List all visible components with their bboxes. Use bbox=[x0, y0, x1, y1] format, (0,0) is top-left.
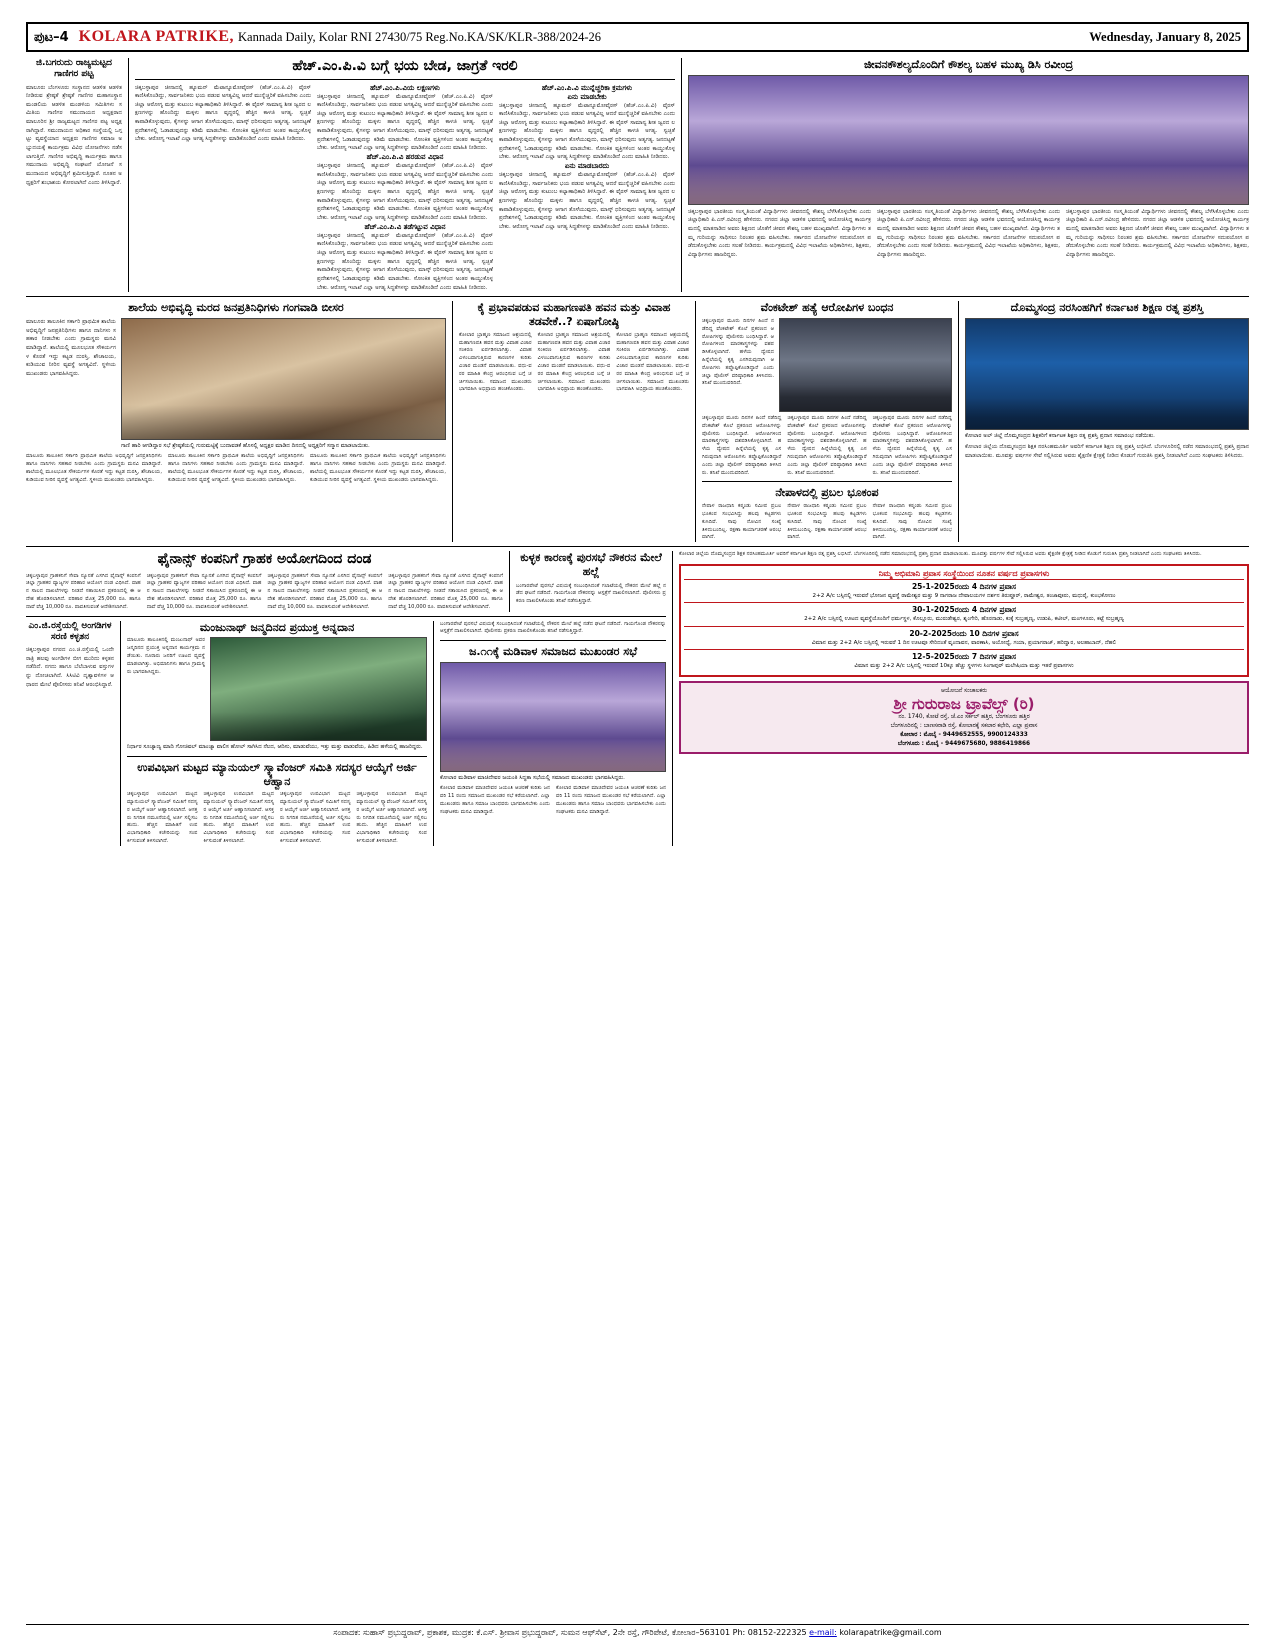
travel-address: ನಂ. 1740, ಕೋಟೆ ರಸ್ತೆ, ಜೆ.ಎಂ ಸರ್ಕಲ್ ಹತ್ತಿರ, ಬೆಂಗಳೂರು ಹತ್ತಿರ bbox=[898, 714, 1030, 721]
tour-details: 2+2 A/c ಬಸ್ಸಿನಲ್ಲಿ ಊಟದ ವ್ಯವಸ್ಥೆಯೊಂದಿಗೆ ಧರ್ಮಸ್ಥಳ, ಕೊಲ್ಲೂರು, ಮುರುಡೇಶ್ವರ, ಶೃಂಗೇರಿ, ಹೊರನಾಡು, ಕುಕ್ಕೆ ಸುಬ್ರಹ್ಮಣ್ಯ, ಉಡುಪಿ, ಕಟೀಲ್, ಮಂಗಳೂರು, ಕಟ್ಟೆ ಸುಬ್ರಹ್ಮಣ್ಯ bbox=[804, 616, 1124, 623]
article-theft bbox=[26, 621, 114, 846]
article-award-photo bbox=[965, 318, 1249, 430]
article-finance-body-3: ಚಿಕ್ಕಬಳ್ಳಾಪುರ ಗ್ರಾಹಕನಿಗೆ ಸೇವಾ ನ್ಯೂನತೆ ಎಸಗಿದ ಫೈನಾನ್ಸ್ ಕಂಪನಿಗೆ ಜಿಲ್ಲಾ ಗ್ರಾಹಕರ ವ್ಯಾಜ್ಯಗಳ ಪರಿಹಾರ ಆಯೋಗ ದಂಡ ವಿಧಿಸಿದೆ. ವಾಹನ ಸಾಲದ ದಾಖಲೆಗಳನ್ನು ನೀಡದೆ ಸತಾಯಿಸಿದ ಪ್ರಕರಣದಲ್ಲಿ ಈ ಆದೇಶ ಹೊರಡಿಸಲಾಗಿದೆ. ಪರಿಹಾರ ಮೊತ್ತ 25,000 ರೂ. ಹಾಗೂ ದಾವೆ ವೆಚ್ಚ 10,000 ರೂ. ಪಾವತಿಸುವಂತೆ ಆದೇಶಿಸಲಾಗಿದೆ. bbox=[267, 572, 383, 610]
article-school-caption: ಗಾಣಿ ಹಾರಿ ಆಗಡಿದ್ದಾರ ಸಭೆ ಶ್ರೇಷ್ಠತೆಯಲ್ಲಿ ಗುರುಮಟ್ಟಿಕ್ಕೆ ಬುದಾವಡಕೆ ಹೊಸಲ್ಲಿ ಅಧ್ಯಕ್ಷರ ಮಾಡಿದ ದಿನದಲ್ಲಿ ಅಧ್ಯಕ್ಷರಿಗೆ ಸನ್ಮಾನ ಮಾಡಲಾಯಿತು. bbox=[121, 443, 370, 450]
article-finance-body-2: ಚಿಕ್ಕಬಳ್ಳಾಪುರ ಗ್ರಾಹಕನಿಗೆ ಸೇವಾ ನ್ಯೂನತೆ ಎಸಗಿದ ಫೈನಾನ್ಸ್ ಕಂಪನಿಗೆ ಜಿಲ್ಲಾ ಗ್ರಾಹಕರ ವ್ಯಾಜ್ಯಗಳ ಪರಿಹಾರ ಆಯೋಗ ದಂಡ ವಿಧಿಸಿದೆ. ವಾಹನ ಸಾಲದ ದಾಖಲೆಗಳನ್ನು ನೀಡದೆ ಸತಾಯಿಸಿದ ಪ್ರಕರಣದಲ್ಲಿ ಈ ಆದೇಶ ಹೊರಡಿಸಲಾಗಿದೆ. ಪರಿಹಾರ ಮೊತ್ತ 25,000 ರೂ. ಹಾಗೂ ದಾವೆ ವೆಚ್ಚ 10,000 ರೂ. ಪಾವತಿಸುವಂತೆ ಆದೇಶಿಸಲಾಗಿದೆ. bbox=[146, 572, 262, 610]
article-scavenger-body-3: ಚಿಕ್ಕಬಳ್ಳಾಪುರ ಉಪವಿಭಾಗ ಮಟ್ಟದ ಮ್ಯಾನುಯಲ್ ಸ್ಕ್ಯಾವೆಂಜರ್ ಸಮಿತಿಗೆ ಸದಸ್ಯರ ಆಯ್ಕೆಗೆ ಅರ್ಜಿ ಆಹ್ವಾನಿಸಲಾಗಿದೆ. ಆಸಕ್ತರು ನಿಗದಿತ ನಮೂನೆಯಲ್ಲಿ ಅರ್ಜಿ ಸಲ್ಲಿಸಬಹುದು. ಹೆಚ್ಚಿನ ಮಾಹಿತಿಗೆ ಉಪವಿಭಾಗಾಧಿಕಾರಿ ಕಚೇರಿಯನ್ನು ಸಂಪರ್ಕಿಸುವಂತೆ ತಿಳಿಸಲಾಗಿದೆ. bbox=[280, 791, 351, 845]
tour-date: 30-1-2025ರಂದು 4 ದಿನಗಳ ಪ್ರವಾಸ bbox=[911, 605, 1017, 615]
article-school-photo bbox=[121, 318, 446, 440]
tour-advert-row[interactable] bbox=[684, 579, 1244, 602]
article-quake-body-2: ನೇಪಾಳ ರಾಜಧಾನಿ ಕಠ್ಮಂಡು ಸಮೀಪ ಪ್ರಬಲ ಭೂಕಂಪ ಸಂಭವಿಸಿದ್ದು ಹಲವು ಕಟ್ಟಡಗಳು ಕುಸಿದಿವೆ. ಸಾವು ನೋವಿನ ಸಂಖ್ಯೆ ತಿಳಿದುಬಂದಿಲ್ಲ. ರಕ್ಷಣಾ ಕಾರ್ಯಾಚರಣೆ ಆರಂಭವಾಗಿದೆ. bbox=[787, 503, 867, 541]
article-scavenger-body-4: ಚಿಕ್ಕಬಳ್ಳಾಪುರ ಉಪವಿಭಾಗ ಮಟ್ಟದ ಮ್ಯಾನುಯಲ್ ಸ್ಕ್ಯಾವೆಂಜರ್ ಸಮಿತಿಗೆ ಸದಸ್ಯರ ಆಯ್ಕೆಗೆ ಅರ್ಜಿ ಆಹ್ವಾನಿಸಲಾಗಿದೆ. ಆಸಕ್ತರು ನಿಗದಿತ ನಮೂನೆಯಲ್ಲಿ ಅರ್ಜಿ ಸಲ್ಲಿಸಬಹುದು. ಹೆಚ್ಚಿನ ಮಾಹಿತಿಗೆ ಉಪವಿಭಾಗಾಧಿಕಾರಿ ಕಚೇರಿಯನ್ನು ಸಂಪರ್ಕಿಸುವಂತೆ ತಿಳಿಸಲಾಗಿದೆ. bbox=[356, 791, 427, 845]
article-madivala bbox=[440, 621, 666, 846]
article-hmpv-sub-4: ಹೆಚ್.ಎಂ.ಪಿ.ವಿ ಮುನ್ನೆಚ್ಚರಿಕಾ ಕ್ರಮಗಳು bbox=[541, 83, 633, 92]
article-murder-body-3: ಚಿಕ್ಕಬಳ್ಳಾಪುರ ಮೂರು ದಿನಗಳ ಹಿಂದೆ ನಡೆದಿದ್ದ ವೆಂಕಟೇಶ್ ಕೊಲೆ ಪ್ರಕರಣದ ಆರೋಪಿಗಳನ್ನು ಪೊಲೀಸರು ಬಂಧಿಸಿದ್ದಾರೆ. ಆರೋಪಿಗಳಿಂದ ಮಾರಕಾಸ್ತ್ರಗಳನ್ನು ವಶಪಡಿಸಿಕೊಳ್ಳಲಾಗಿದೆ. ಹಳೆಯ ದ್ವೇಷದ ಹಿನ್ನೆಲೆಯಲ್ಲಿ ಕೃತ್ಯ ಎಸಗಿರುವುದಾಗಿ ಆರೋಪಿಗಳು ತಪ್ಪೊಪ್ಪಿಕೊಂಡಿದ್ದಾರೆ ಎಂದು ಜಿಲ್ಲಾ ಪೊಲೀಸ್ ವರಿಷ್ಠಾಧಿಕಾರಿ ತಿಳಿಸಿದರು. ತನಿಖೆ ಮುಂದುವರಿದಿದೆ. bbox=[787, 415, 867, 476]
article-hmpv-body-6: ಚಿಕ್ಕಬಳ್ಳಾಪುರ ಚೀನಾದಲ್ಲಿ ಹ್ಯೂಮನ್ ಮೆಟಾನ್ಯೂಮೋವೈರಸ್ (ಹೆಚ್.ಎಂ.ಪಿ.ವಿ) ವೈರಸ್ ಕಾಣಿಸಿಕೊಂಡಿದ್ದು, ಸಾರ್ವಜನಿಕರು ಭಯ ಪಡುವ ಅಗತ್ಯವಿಲ್ಲ ಆದರೆ ಮುನ್ನೆಚ್ಚರಿಕೆ ವಹಿಸಬೇಕು ಎಂದು ಜಿಲ್ಲಾ ಆರೋಗ್ಯ ಮತ್ತು ಕುಟುಂಬ ಕಲ್ಯಾಣಾಧಿಕಾರಿ ತಿಳಿಸಿದ್ದಾರೆ. ಈ ವೈರಸ್ ಸಾಮಾನ್ಯ ಶೀತ ಜ್ವರದ ಲಕ್ಷಣಗಳನ್ನು ಹೊಂದಿದ್ದು ಮಕ್ಕಳು ಹಾಗೂ ವೃದ್ಧರಲ್ಲಿ ಹೆಚ್ಚಿನ ಕಾಳಜಿ ಅಗತ್ಯ. ಸ್ವಚ್ಛತೆ ಕಾಪಾಡಿಕೊಳ್ಳುವುದು, ಕೈಗಳನ್ನು ಆಗಾಗ ತೊಳೆಯುವುದು, ಮಾಸ್ಕ್ ಧರಿಸುವುದು ಅತ್ಯಗತ್ಯ. ಜನದಟ್ಟಣೆ ಪ್ರದೇಶಗಳಲ್ಲಿ ಓಡಾಡುವುದನ್ನು ಕಡಿಮೆ ಮಾಡಬೇಕು. ಸೋಂಕಿತ ವ್ಯಕ್ತಿಗಳಿಂದ ಅಂತರ ಕಾಯ್ದುಕೊಳ್ಳಬೇಕು. ಆರೋಗ್ಯ ಇಲಾಖೆ ಎಲ್ಲಾ ಅಗತ್ಯ ಸಿದ್ಧತೆಗಳನ್ನು ಮಾಡಿಕೊಂಡಿದೆ ಎಂದು ಮಾಹಿತಿ ನೀಡಿದರು. bbox=[499, 172, 675, 231]
article-murder-body-4: ಚಿಕ್ಕಬಳ್ಳಾಪುರ ಮೂರು ದಿನಗಳ ಹಿಂದೆ ನಡೆದಿದ್ದ ವೆಂಕಟೇಶ್ ಕೊಲೆ ಪ್ರಕರಣದ ಆರೋಪಿಗಳನ್ನು ಪೊಲೀಸರು ಬಂಧಿಸಿದ್ದಾರೆ. ಆರೋಪಿಗಳಿಂದ ಮಾರಕಾಸ್ತ್ರಗಳನ್ನು ವಶಪಡಿಸಿಕೊಳ್ಳಲಾಗಿದೆ. ಹಳೆಯ ದ್ವೇಷದ ಹಿನ್ನೆಲೆಯಲ್ಲಿ ಕೃತ್ಯ ಎಸಗಿರುವುದಾಗಿ ಆರೋಪಿಗಳು ತಪ್ಪೊಪ್ಪಿಕೊಂಡಿದ್ದಾರೆ ಎಂದು ಜಿಲ್ಲಾ ಪೊಲೀಸ್ ವರಿಷ್ಠಾಧಿಕಾರಿ ತಿಳಿಸಿದರು. ತನಿಖೆ ಮುಂದುವರಿದಿದೆ. bbox=[872, 415, 952, 476]
page-footer bbox=[26, 1624, 1249, 1638]
article-annadana-body-1: ಮಾಲೂರು ತಾಲೂಕಿನಲ್ಲಿ ಮಂಜುನಾಥ್ ಅವರ ಜನ್ಮದಿನದ ಪ್ರಯುಕ್ತ ಅನ್ನದಾನ ಕಾರ್ಯಕ್ರಮ ನಡೆಯಿತು. ನೂರಾರು ಜನರಿಗೆ ಊಟದ ವ್ಯವಸ್ಥೆ ಮಾಡಲಾಗಿತ್ತು. ಅಭಿಮಾನಿಗಳು ಹಾಗೂ ಗ್ರಾಮಸ್ಥರು ಭಾಗವಹಿಸಿದ್ದರು. bbox=[127, 637, 205, 675]
row-3 bbox=[26, 551, 1249, 846]
article-ganapati-body-1: ಕೋಲಾರ ಬ್ರಾಹ್ಮಣ ಸಮಾಜದ ಆಶ್ರಯದಲ್ಲಿ ಮಹಾಗಣಪತಿ ಹವನ ಮತ್ತು ವಿವಾಹ ವಿಚಾರ ಸಂಕಿರಣ ಏರ್ಪಡಿಸಲಾಗಿತ್ತು. ವಿವಾಹ ವಿಳಂಬವಾಗುತ್ತಿರುವ ಕಾರಣಗಳ ಕುರಿತು ವಿಚಾರ ಮಂಡನೆ ಮಾಡಲಾಯಿತು. ವಧು-ವರರ ಮಾಹಿತಿ ಕೇಂದ್ರ ಆರಂಭಿಸುವ ಬಗ್ಗೆ ಚರ್ಚಿಸಲಾಯಿತು. ಸಮಾಜದ ಮುಖಂಡರು ಭಾಗವಹಿಸಿ ಅಭಿಪ್ರಾಯ ಹಂಚಿಕೊಂಡರು. bbox=[459, 331, 532, 393]
article-hmpv-body-3: ಚಿಕ್ಕಬಳ್ಳಾಪುರ ಚೀನಾದಲ್ಲಿ ಹ್ಯೂಮನ್ ಮೆಟಾನ್ಯೂಮೋವೈರಸ್ (ಹೆಚ್.ಎಂ.ಪಿ.ವಿ) ವೈರಸ್ ಕಾಣಿಸಿಕೊಂಡಿದ್ದು, ಸಾರ್ವಜನಿಕರು ಭಯ ಪಡುವ ಅಗತ್ಯವಿಲ್ಲ ಆದರೆ ಮುನ್ನೆಚ್ಚರಿಕೆ ವಹಿಸಬೇಕು ಎಂದು ಜಿಲ್ಲಾ ಆರೋಗ್ಯ ಮತ್ತು ಕುಟುಂಬ ಕಲ್ಯಾಣಾಧಿಕಾರಿ ತಿಳಿಸಿದ್ದಾರೆ. ಈ ವೈರಸ್ ಸಾಮಾನ್ಯ ಶೀತ ಜ್ವರದ ಲಕ್ಷಣಗಳನ್ನು ಹೊಂದಿದ್ದು ಮಕ್ಕಳು ಹಾಗೂ ವೃದ್ಧರಲ್ಲಿ ಹೆಚ್ಚಿನ ಕಾಳಜಿ ಅಗತ್ಯ. ಸ್ವಚ್ಛತೆ ಕಾಪಾಡಿಕೊಳ್ಳುವುದು, ಕೈಗಳನ್ನು ಆಗಾಗ ತೊಳೆಯುವುದು, ಮಾಸ್ಕ್ ಧರಿಸುವುದು ಅತ್ಯಗತ್ಯ. ಜನದಟ್ಟಣೆ ಪ್ರದೇಶಗಳಲ್ಲಿ ಓಡಾಡುವುದನ್ನು ಕಡಿಮೆ ಮಾಡಬೇಕು. ಸೋಂಕಿತ ವ್ಯಕ್ತಿಗಳಿಂದ ಅಂತರ ಕಾಯ್ದುಕೊಳ್ಳಬೇಕು. ಆರೋಗ್ಯ ಇಲಾಖೆ ಎಲ್ಲಾ ಅಗತ್ಯ ಸಿದ್ಧತೆಗಳನ್ನು ಮಾಡಿಕೊಂಡಿದೆ ಎಂದು ಮಾಹಿತಿ ನೀಡಿದರು. bbox=[317, 163, 493, 222]
tour-date: 20-2-2025ರಂದು 10 ದಿನಗಳ ಪ್ರವಾಸ bbox=[909, 628, 1019, 638]
article-ganiga bbox=[26, 58, 122, 292]
article-annadana-caption: ನಿರ್ಧಾರ ಸೂಚ್ಯಾಣ್ಯ ಮಾದಿ ಗೋಚಿವಲ್ ಮಾಂಚ್ಯಾ ವಾಲಿಸ ಹೋಲ್ ಸಾಗಿಸಿದ ನೆಲದ, ಆದಿಸು, ಮಾಡುವೆಯು, ಇತ್ತು ಮತ್ತು ವಾಡುವೆಯ, ಹಿಡಿದ ಹಳೆಯಲ್ಲಿ ಹಾಜರಿದ್ದರು. bbox=[127, 744, 423, 751]
article-school-body-2: ಮಾಲೂರು ತಾಲೂಕಿನ ಸರ್ಕಾರಿ ಪ್ರಾಥಮಿಕ ಶಾಲೆಯ ಅಭಿವೃದ್ಧಿಗೆ ಜನಪ್ರತಿನಿಧಿಗಳು ಹಾಗೂ ದಾನಿಗಳು ಸಹಕಾರ ನೀಡಬೇಕು ಎಂದು ಗ್ರಾಮಸ್ಥರು ಮನವಿ ಮಾಡಿದ್ದಾರೆ. ಶಾಲೆಯಲ್ಲಿ ಮೂಲಭೂತ ಸೌಕರ್ಯಗಳ ಕೊರತೆ ಇದ್ದು ಕಟ್ಟಡ ದುರಸ್ತಿ, ಶೌಚಾಲಯ, ಕುಡಿಯುವ ನೀರಿನ ವ್ಯವಸ್ಥೆ ಅಗತ್ಯವಿದೆ. ಸ್ಥಳೀಯ ಮುಖಂಡರು ಭಾಗವಹಿಸಿದ್ದರು. bbox=[26, 453, 162, 483]
article-madivala-body-2: ಕೋಲಾರ ಮಡಿವಾಳ ಮಾಚಿದೇವರ ಜಯಂತಿ ಆಚರಣೆ ಕುರಿತು ಜನವರಿ 11 ರಂದು ಸಮಾಜದ ಮುಖಂಡರ ಸಭೆ ಕರೆಯಲಾಗಿದೆ. ಎಲ್ಲಾ ಮುಖಂಡರು ಹಾಗೂ ಸಮಾಜ ಬಾಂಧವರು ಭಾಗವಹಿಸಬೇಕು ಎಂದು ಸಂಘಟಕರು ಮನವಿ ಮಾಡಿದ್ದಾರೆ. bbox=[556, 785, 666, 815]
article-madivala-title: ಜ.೧೧ಕ್ಕೆ ಮಡಿವಾಳ ಸಮಾಜದ ಮುಖಂಡರ ಸಭೆ bbox=[468, 645, 638, 659]
article-school-body-1: ಮಾಲೂರು ತಾಲೂಕಿನ ಸರ್ಕಾರಿ ಪ್ರಾಥಮಿಕ ಶಾಲೆಯ ಅಭಿವೃದ್ಧಿಗೆ ಜನಪ್ರತಿನಿಧಿಗಳು ಹಾಗೂ ದಾನಿಗಳು ಸಹಕಾರ ನೀಡಬೇಕು ಎಂದು ಗ್ರಾಮಸ್ಥರು ಮನವಿ ಮಾಡಿದ್ದಾರೆ. ಶಾಲೆಯಲ್ಲಿ ಮೂಲಭೂತ ಸೌಕರ್ಯಗಳ ಕೊರತೆ ಇದ್ದು ಕಟ್ಟಡ ದುರಸ್ತಿ, ಶೌಚಾಲಯ, ಕುಡಿಯುವ ನೀರಿನ ವ್ಯವಸ್ಥೆ ಅಗತ್ಯವಿದೆ. ಸ್ಥಳೀಯ ಮುಖಂಡರು ಭಾಗವಹಿಸಿದ್ದರು. bbox=[26, 319, 116, 377]
article-annadana bbox=[127, 621, 427, 846]
article-hmpv-sub-3: ಹೆಚ್.ಎಂ.ಪಿ.ವಿ ತಡೆಗಟ್ಟುವ ವಿಧಾನ bbox=[364, 222, 446, 231]
publication-date: Wednesday, January 8, 2025 bbox=[1089, 29, 1241, 44]
article-hmpv-body-1: ಚಿಕ್ಕಬಳ್ಳಾಪುರ ಚೀನಾದಲ್ಲಿ ಹ್ಯೂಮನ್ ಮೆಟಾನ್ಯೂಮೋವೈರಸ್ (ಹೆಚ್.ಎಂ.ಪಿ.ವಿ) ವೈರಸ್ ಕಾಣಿಸಿಕೊಂಡಿದ್ದು, ಸಾರ್ವಜನಿಕರು ಭಯ ಪಡುವ ಅಗತ್ಯವಿಲ್ಲ ಆದರೆ ಮುನ್ನೆಚ್ಚರಿಕೆ ವಹಿಸಬೇಕು ಎಂದು ಜಿಲ್ಲಾ ಆರೋಗ್ಯ ಮತ್ತು ಕುಟುಂಬ ಕಲ್ಯಾಣಾಧಿಕಾರಿ ತಿಳಿಸಿದ್ದಾರೆ. ಈ ವೈರಸ್ ಸಾಮಾನ್ಯ ಶೀತ ಜ್ವರದ ಲಕ್ಷಣಗಳನ್ನು ಹೊಂದಿದ್ದು ಮಕ್ಕಳು ಹಾಗೂ ವೃದ್ಧರಲ್ಲಿ ಹೆಚ್ಚಿನ ಕಾಳಜಿ ಅಗತ್ಯ. ಸ್ವಚ್ಛತೆ ಕಾಪಾಡಿಕೊಳ್ಳುವುದು, ಕೈಗಳನ್ನು ಆಗಾಗ ತೊಳೆಯುವುದು, ಮಾಸ್ಕ್ ಧರಿಸುವುದು ಅತ್ಯಗತ್ಯ. ಜನದಟ್ಟಣೆ ಪ್ರದೇಶಗಳಲ್ಲಿ ಓಡಾಡುವುದನ್ನು ಕಡಿಮೆ ಮಾಡಬೇಕು. ಸೋಂಕಿತ ವ್ಯಕ್ತಿಗಳಿಂದ ಅಂತರ ಕಾಯ್ದುಕೊಳ್ಳಬೇಕು. ಆರೋಗ್ಯ ಇಲಾಖೆ ಎಲ್ಲಾ ಅಗತ್ಯ ಸಿದ್ಧತೆಗಳನ್ನು ಮಾಡಿಕೊಂಡಿದೆ ಎಂದು ಮಾಹಿತಿ ನೀಡಿದರು. bbox=[135, 84, 311, 143]
article-dc-skill-photo bbox=[688, 75, 1249, 205]
article-dc-skill-title: ಜೀವನಕೌಶಲ್ಯದೊಂದಿಗೆ ಕೌಶಲ್ಯ ಬಹಳ ಮುಖ್ಯ ಡಿಸಿ ರವೀಂದ್ರ bbox=[863, 58, 1074, 71]
article-award-title: ದೊಮ್ಮಸಂದ್ರ ನರಸಿಂಹಗಿಗೆ ಕರ್ನಾಟಕ ಶಿಕ್ಷಣ ರತ್ನ ಪ್ರಶಸ್ತಿ bbox=[1010, 301, 1204, 315]
article-annadana-photo bbox=[210, 637, 427, 741]
travel-phone-bengaluru[interactable]: ಬೆಂಗಳೂರು : ಮೊಬೈ - 9449675680, 9886419866 bbox=[897, 740, 1031, 747]
article-scavenger-title: ಉಪವಿಭಾಗ ಮಟ್ಟದ ಮ್ಯಾನುಯಲ್ ಸ್ಕ್ಯಾವೆಂಜರ್ ಸಮಿತಿ ಸದಸ್ಯರ ಆಯ್ಕೆಗೆ ಅರ್ಜಿ ಆಹ್ವಾನ bbox=[137, 760, 417, 788]
article-murder-title: ವೆಂಕಟೇಶ್ ಹತ್ಯೆ ಆರೋಪಿಗಳ ಬಂಧನ bbox=[760, 301, 894, 315]
article-dc-skill bbox=[688, 58, 1249, 292]
article-murder bbox=[702, 301, 952, 542]
row-2 bbox=[26, 301, 1249, 547]
article-hmpv bbox=[135, 58, 675, 292]
footer-email-label: e-mail: bbox=[809, 1628, 837, 1637]
tour-advert-title: ನಿಮ್ಮ ಅಭಿಮಾನಿ ಪ್ರವಾಸ ಸಂಸ್ಥೆಯಿಂದ ನೂತನ ವರ್ಷದ ಪ್ರವಾಸಗಳು bbox=[878, 568, 1050, 578]
article-assault-body: ಬಂಗಾರಪೇಟೆ ಪುರಸಭೆ ವಿಷಯಕ್ಕೆ ಸಂಬಂಧಿಸಿದಂತೆ ಗಲಾಟೆಯಲ್ಲಿ ನೌಕರನ ಮೇಲೆ ಹಲ್ಲೆ ನಡೆದ ಘಟನೆ ನಡೆದಿದೆ. ಗಾಯಗೊಂಡ ನೌಕರನನ್ನು ಆಸ್ಪತ್ರೆಗೆ ದಾಖಲಿಸಲಾಗಿದೆ. ಪೊಲೀಸರು ಪ್ರಕರಣ ದಾಖಲಿಸಿಕೊಂಡು ತನಿಖೆ ನಡೆಸುತ್ತಿದ್ದಾರೆ. bbox=[516, 582, 666, 605]
article-ganapati-title: ಕೈ ಪ್ರಭಾವಪಡುವ ಮಹಾಗಣಪತಿ ಹವನ ಮತ್ತು ವಿವಾಹ ತಡವೇಕೆ..? ಏಷಾಗೋಷ್ಠಿ bbox=[477, 301, 671, 329]
article-quake-body-1: ನೇಪಾಳ ರಾಜಧಾನಿ ಕಠ್ಮಂಡು ಸಮೀಪ ಪ್ರಬಲ ಭೂಕಂಪ ಸಂಭವಿಸಿದ್ದು ಹಲವು ಕಟ್ಟಡಗಳು ಕುಸಿದಿವೆ. ಸಾವು ನೋವಿನ ಸಂಖ್ಯೆ ತಿಳಿದುಬಂದಿಲ್ಲ. ರಕ್ಷಣಾ ಕಾರ್ಯಾಚರಣೆ ಆರಂಭವಾಗಿದೆ. bbox=[702, 503, 782, 541]
article-assault-title: ಕುಳ್ಳಕ ಕಾರಣಕ್ಕೆ ಪುರಸಭೆ ನೌಕರನ ಮೇಲೆ ಹಲ್ಲೆ bbox=[520, 551, 662, 578]
advert-column bbox=[679, 551, 1249, 846]
article-annadana-title: ಮಂಜುನಾಥ್ ಜನ್ಮದಿನದ ಪ್ರಯುಕ್ತ ಅನ್ನದಾನ bbox=[199, 620, 355, 634]
article-finance-body-1: ಚಿಕ್ಕಬಳ್ಳಾಪುರ ಗ್ರಾಹಕನಿಗೆ ಸೇವಾ ನ್ಯೂನತೆ ಎಸಗಿದ ಫೈನಾನ್ಸ್ ಕಂಪನಿಗೆ ಜಿಲ್ಲಾ ಗ್ರಾಹಕರ ವ್ಯಾಜ್ಯಗಳ ಪರಿಹಾರ ಆಯೋಗ ದಂಡ ವಿಧಿಸಿದೆ. ವಾಹನ ಸಾಲದ ದಾಖಲೆಗಳನ್ನು ನೀಡದೆ ಸತಾಯಿಸಿದ ಪ್ರಕರಣದಲ್ಲಿ ಈ ಆದೇಶ ಹೊರಡಿಸಲಾಗಿದೆ. ಪರಿಹಾರ ಮೊತ್ತ 25,000 ರೂ. ಹಾಗೂ ದಾವೆ ವೆಚ್ಚ 10,000 ರೂ. ಪಾವತಿಸುವಂತೆ ಆದೇಶಿಸಲಾಗಿದೆ. bbox=[26, 572, 141, 610]
article-award-caption: ಕೋಲಾರ ಅಲ್ ಜಿಲ್ಲೆ ದೊಮ್ಮಸಂದ್ರದ ಶಿಕ್ಷಕರಿಗೆ ಕರ್ನಾಟಕ ಶಿಕ್ಷಣ ರತ್ನ ಪ್ರಶಸ್ತಿ ಪ್ರದಾನ ಸಮಾರಂಭ ನಡೆಯಿತು. bbox=[965, 433, 1155, 440]
travel-org-label: ಆಯೋಜನೆ ಸಂಚಾಲಕರು bbox=[941, 687, 987, 694]
article-school-body-4: ಮಾಲೂರು ತಾಲೂಕಿನ ಸರ್ಕಾರಿ ಪ್ರಾಥಮಿಕ ಶಾಲೆಯ ಅಭಿವೃದ್ಧಿಗೆ ಜನಪ್ರತಿನಿಧಿಗಳು ಹಾಗೂ ದಾನಿಗಳು ಸಹಕಾರ ನೀಡಬೇಕು ಎಂದು ಗ್ರಾಮಸ್ಥರು ಮನವಿ ಮಾಡಿದ್ದಾರೆ. ಶಾಲೆಯಲ್ಲಿ ಮೂಲಭೂತ ಸೌಕರ್ಯಗಳ ಕೊರತೆ ಇದ್ದು ಕಟ್ಟಡ ದುರಸ್ತಿ, ಶೌಚಾಲಯ, ಕುಡಿಯುವ ನೀರಿನ ವ್ಯವಸ್ಥೆ ಅಗತ್ಯವಿದೆ. ಸ್ಥಳೀಯ ಮುಖಂಡರು ಭಾಗವಹಿಸಿದ್ದರು. bbox=[310, 453, 446, 483]
paper-name: KOLARA PATRIKE, bbox=[78, 28, 234, 45]
article-hmpv-body-4: ಚಿಕ್ಕಬಳ್ಳಾಪುರ ಚೀನಾದಲ್ಲಿ ಹ್ಯೂಮನ್ ಮೆಟಾನ್ಯೂಮೋವೈರಸ್ (ಹೆಚ್.ಎಂ.ಪಿ.ವಿ) ವೈರಸ್ ಕಾಣಿಸಿಕೊಂಡಿದ್ದು, ಸಾರ್ವಜನಿಕರು ಭಯ ಪಡುವ ಅಗತ್ಯವಿಲ್ಲ ಆದರೆ ಮುನ್ನೆಚ್ಚರಿಕೆ ವಹಿಸಬೇಕು ಎಂದು ಜಿಲ್ಲಾ ಆರೋಗ್ಯ ಮತ್ತು ಕುಟುಂಬ ಕಲ್ಯಾಣಾಧಿಕಾರಿ ತಿಳಿಸಿದ್ದಾರೆ. ಈ ವೈರಸ್ ಸಾಮಾನ್ಯ ಶೀತ ಜ್ವರದ ಲಕ್ಷಣಗಳನ್ನು ಹೊಂದಿದ್ದು ಮಕ್ಕಳು ಹಾಗೂ ವೃದ್ಧರಲ್ಲಿ ಹೆಚ್ಚಿನ ಕಾಳಜಿ ಅಗತ್ಯ. ಸ್ವಚ್ಛತೆ ಕಾಪಾಡಿಕೊಳ್ಳುವುದು, ಕೈಗಳನ್ನು ಆಗಾಗ ತೊಳೆಯುವುದು, ಮಾಸ್ಕ್ ಧರಿಸುವುದು ಅತ್ಯಗತ್ಯ. ಜನದಟ್ಟಣೆ ಪ್ರದೇಶಗಳಲ್ಲಿ ಓಡಾಡುವುದನ್ನು ಕಡಿಮೆ ಮಾಡಬೇಕು. ಸೋಂಕಿತ ವ್ಯಕ್ತಿಗಳಿಂದ ಅಂತರ ಕಾಯ್ದುಕೊಳ್ಳಬೇಕು. ಆರೋಗ್ಯ ಇಲಾಖೆ ಎಲ್ಲಾ ಅಗತ್ಯ ಸಿದ್ಧತೆಗಳನ್ನು ಮಾಡಿಕೊಂಡಿದೆ ಎಂದು ಮಾಹಿತಿ ನೀಡಿದರು. bbox=[317, 232, 493, 291]
tour-date: 25-1-2025ರಂದು 4 ದಿನಗಳ ಪ್ರವಾಸ bbox=[911, 582, 1017, 592]
travel-note: ಬೆಂಗಳೂರಿನಲ್ಲಿ : ಬಾಣಸವಾಡಿ ರಸ್ತೆ, ಕೋಲಾರಕ್ಕೆ ಸಕಲಾರ ಕಛೇರಿ, ಎಲ್ಲಾ ಪ್ರವಾಸ bbox=[890, 723, 1038, 730]
article-ganiga-title: ಜಿ.ಬಗರುದು ರಾಜ್ಯಮಟ್ಟದ ಗಾಣಿಗರ ಪಟ್ಟ bbox=[36, 58, 112, 80]
footer-email[interactable]: kolarapatrike@gmail.com bbox=[836, 1628, 942, 1637]
tour-advert-row[interactable] bbox=[684, 626, 1244, 649]
travel-agency-name: ಶ್ರೀ ಗುರುರಾಜ ಟ್ರಾವೆಲ್ಸ್ (ರಿ) bbox=[893, 695, 1035, 714]
article-ganapati-body-3: ಕೋಲಾರ ಬ್ರಾಹ್ಮಣ ಸಮಾಜದ ಆಶ್ರಯದಲ್ಲಿ ಮಹಾಗಣಪತಿ ಹವನ ಮತ್ತು ವಿವಾಹ ವಿಚಾರ ಸಂಕಿರಣ ಏರ್ಪಡಿಸಲಾಗಿತ್ತು. ವಿವಾಹ ವಿಳಂಬವಾಗುತ್ತಿರುವ ಕಾರಣಗಳ ಕುರಿತು ವಿಚಾರ ಮಂಡನೆ ಮಾಡಲಾಯಿತು. ವಧು-ವರರ ಮಾಹಿತಿ ಕೇಂದ್ರ ಆರಂಭಿಸುವ ಬಗ್ಗೆ ಚರ್ಚಿಸಲಾಯಿತು. ಸಮಾಜದ ಮುಖಂಡರು ಭಾಗವಹಿಸಿ ಅಭಿಪ್ರಾಯ ಹಂಚಿಕೊಂಡರು. bbox=[616, 331, 690, 393]
article-madivala-caption: ಕೋಲಾರ ಮಡಿವಾಳ ಮಾಚಿದೇವರ ಜಯಂತಿ ಸಿದ್ಧತಾ ಸಭೆಯಲ್ಲಿ ಸಮಾಜದ ಮುಖಂಡರು ಭಾಗವಹಿಸಿದ್ದರು. bbox=[440, 774, 625, 781]
article-murder-body-2: ಚಿಕ್ಕಬಳ್ಳಾಪುರ ಮೂರು ದಿನಗಳ ಹಿಂದೆ ನಡೆದಿದ್ದ ವೆಂಕಟೇಶ್ ಕೊಲೆ ಪ್ರಕರಣದ ಆರೋಪಿಗಳನ್ನು ಪೊಲೀಸರು ಬಂಧಿಸಿದ್ದಾರೆ. ಆರೋಪಿಗಳಿಂದ ಮಾರಕಾಸ್ತ್ರಗಳನ್ನು ವಶಪಡಿಸಿಕೊಳ್ಳಲಾಗಿದೆ. ಹಳೆಯ ದ್ವೇಷದ ಹಿನ್ನೆಲೆಯಲ್ಲಿ ಕೃತ್ಯ ಎಸಗಿರುವುದಾಗಿ ಆರೋಪಿಗಳು ತಪ್ಪೊಪ್ಪಿಕೊಂಡಿದ್ದಾರೆ ಎಂದು ಜಿಲ್ಲಾ ಪೊಲೀಸ್ ವರಿಷ್ಠಾಧಿಕಾರಿ ತಿಳಿಸಿದರು. ತನಿಖೆ ಮುಂದುವರಿದಿದೆ. bbox=[702, 415, 782, 476]
article-hmpv-title: ಹೆಚ್.ಎಂ.ಪಿ.ವಿ ಬಗ್ಗೆ ಭಯ ಬೇಡ, ಜಾಗ್ರತೆ ಇರಲಿ bbox=[135, 58, 675, 80]
tour-advert-row[interactable] bbox=[684, 602, 1244, 625]
article-school-body-3: ಮಾಲೂರು ತಾಲೂಕಿನ ಸರ್ಕಾರಿ ಪ್ರಾಥಮಿಕ ಶಾಲೆಯ ಅಭಿವೃದ್ಧಿಗೆ ಜನಪ್ರತಿನಿಧಿಗಳು ಹಾಗೂ ದಾನಿಗಳು ಸಹಕಾರ ನೀಡಬೇಕು ಎಂದು ಗ್ರಾಮಸ್ಥರು ಮನವಿ ಮಾಡಿದ್ದಾರೆ. ಶಾಲೆಯಲ್ಲಿ ಮೂಲಭೂತ ಸೌಕರ್ಯಗಳ ಕೊರತೆ ಇದ್ದು ಕಟ್ಟಡ ದುರಸ್ತಿ, ಶೌಚಾಲಯ, ಕುಡಿಯುವ ನೀರಿನ ವ್ಯವಸ್ಥೆ ಅಗತ್ಯವಿದೆ. ಸ್ಥಳೀಯ ಮುಖಂಡರು ಭಾಗವಹಿಸಿದ್ದರು. bbox=[168, 453, 304, 483]
article-school-title: ಶಾಲೆಯ ಅಭಿವೃದ್ಧಿ ಮರದ ಜನಪ್ರತಿನಿಧಿಗಳು ಗಂಗವಾಡಿ ಬೀಸರ bbox=[128, 301, 344, 315]
article-award-body-cont: ಕೋಲಾರ ಜಿಲ್ಲೆಯ ದೊಮ್ಮಸಂದ್ರದ ಶಿಕ್ಷಕ ನರಸಿಂಹಮೂರ್ತಿ ಅವರಿಗೆ ಕರ್ನಾಟಕ ಶಿಕ್ಷಣ ರತ್ನ ಪ್ರಶಸ್ತಿ ಲಭಿಸಿದೆ. ಬೆಂಗಳೂರಿನಲ್ಲಿ ನಡೆದ ಸಮಾರಂಭದಲ್ಲಿ ಪ್ರಶಸ್ತಿ ಪ್ರದಾನ ಮಾಡಲಾಯಿತು. ಮೂವತ್ತು ವರ್ಷಗಳ ಸೇವೆ ಸಲ್ಲಿಸಿರುವ ಅವರು ಶೈಕ್ಷಣಿಕ ಕ್ಷೇತ್ರಕ್ಕೆ ನೀಡಿದ ಕೊಡುಗೆ ಗುರುತಿಸಿ ಪ್ರಶಸ್ತಿ ನೀಡಲಾಗಿದೆ ಎಂದು ಸಂಘಟಕರು ತಿಳಿಸಿದರು. bbox=[679, 551, 1202, 558]
article-finance-title: ಫೈನಾನ್ಸ್ ಕಂಪನಿಗೆ ಗ್ರಾಹಕ ಅಯೋಗದಿಂದ ದಂಡ bbox=[157, 551, 372, 568]
tour-details: ವಿಮಾನ ಮತ್ತು 2+2 A/c ಬಸ್ಸಿನಲ್ಲಿ ಇರುವರೆ 1 ದಿನ ಊಟವೂ ಸೇರಿದಂತೆ ವೃಂದಾವನ, ವಾರಣಾಸಿ, ಅಯೋಧ್ಯೆ, ಗಯಾ, ಪ್ರಯಾಗರಾಜ್, ಹರಿದ್ವಾರ, ಅಲಹಾಬಾದ್, ದೆಹಲಿ bbox=[811, 639, 1117, 646]
article-hmpv-body-5: ಚಿಕ್ಕಬಳ್ಳಾಪುರ ಚೀನಾದಲ್ಲಿ ಹ್ಯೂಮನ್ ಮೆಟಾನ್ಯೂಮೋವೈರಸ್ (ಹೆಚ್.ಎಂ.ಪಿ.ವಿ) ವೈರಸ್ ಕಾಣಿಸಿಕೊಂಡಿದ್ದು, ಸಾರ್ವಜನಿಕರು ಭಯ ಪಡುವ ಅಗತ್ಯವಿಲ್ಲ ಆದರೆ ಮುನ್ನೆಚ್ಚರಿಕೆ ವಹಿಸಬೇಕು ಎಂದು ಜಿಲ್ಲಾ ಆರೋಗ್ಯ ಮತ್ತು ಕುಟುಂಬ ಕಲ್ಯಾಣಾಧಿಕಾರಿ ತಿಳಿಸಿದ್ದಾರೆ. ಈ ವೈರಸ್ ಸಾಮಾನ್ಯ ಶೀತ ಜ್ವರದ ಲಕ್ಷಣಗಳನ್ನು ಹೊಂದಿದ್ದು ಮಕ್ಕಳು ಹಾಗೂ ವೃದ್ಧರಲ್ಲಿ ಹೆಚ್ಚಿನ ಕಾಳಜಿ ಅಗತ್ಯ. ಸ್ವಚ್ಛತೆ ಕಾಪಾಡಿಕೊಳ್ಳುವುದು, ಕೈಗಳನ್ನು ಆಗಾಗ ತೊಳೆಯುವುದು, ಮಾಸ್ಕ್ ಧರಿಸುವುದು ಅತ್ಯಗತ್ಯ. ಜನದಟ್ಟಣೆ ಪ್ರದೇಶಗಳಲ್ಲಿ ಓಡಾಡುವುದನ್ನು ಕಡಿಮೆ ಮಾಡಬೇಕು. ಸೋಂಕಿತ ವ್ಯಕ್ತಿಗಳಿಂದ ಅಂತರ ಕಾಯ್ದುಕೊಳ್ಳಬೇಕು. ಆರೋಗ್ಯ ಇಲಾಖೆ ಎಲ್ಲಾ ಅಗತ್ಯ ಸಿದ್ಧತೆಗಳನ್ನು ಮಾಡಿಕೊಂಡಿದೆ ಎಂದು ಮಾಹಿತಿ ನೀಡಿದರು. bbox=[499, 102, 675, 161]
article-hmpv-sub-5: ಏನು ಮಾಡಬೇಕು bbox=[567, 92, 607, 101]
article-theft-body: ಚಿಕ್ಕಬಳ್ಳಾಪುರ ನಗರದ ಎಂ.ಜಿ.ರಸ್ತೆಯಲ್ಲಿ ಒಂದೇ ರಾತ್ರಿ ಹಲವು ಅಂಗಡಿಗಳ ಬೀಗ ಮುರಿದು ಕಳ್ಳತನ ನಡೆದಿದೆ. ನಗದು ಹಾಗೂ ಬೆಲೆಬಾಳುವ ವಸ್ತುಗಳನ್ನು ದೋಚಲಾಗಿದೆ. ಸಿಸಿಟಿವಿ ದೃಶ್ಯಾವಳಿಗಳ ಆಧಾರದ ಮೇಲೆ ಪೊಲೀಸರು ತನಿಖೆ ಆರಂಭಿಸಿದ್ದಾರೆ. bbox=[26, 647, 114, 688]
tour-details: 2+2 A/c ಬಸ್ಸಿನಲ್ಲಿ ಇರುವರೆ ಭೋಜನ ವ್ಯವಸ್ಥೆ ರಾಮೇಶ್ವರ ಮತ್ತು 9 ನಾಗರಾಜ ದೇವಾಲಯಗಳ ದರ್ಶನ ತಿರುಪ್ಪೂರ್, ರಾಮೇಶ್ವರ, ತಂಜಾವೂರು, ಮಧುರೈ, ಕುಂಭಕೋಣಂ bbox=[812, 593, 1116, 600]
page-label: ಪುಟ–4 bbox=[34, 29, 69, 45]
article-ganiga-body: ಮಾಲೂರು ಬೆಂಗಳೂರು ಸಂಸ್ಥಾನದ ಆಡಳಿತ ಆಡಳಿತ ನೀಡಿರುವ ಶ್ರೇಷ್ಠತೆ ಶ್ರೇಷ್ಠತೆ ಗಾಣಿಗರ ಮಹಾಸಂಸ್ಥಾನ ಮಂಡಲಿಯ ಆಡಳಿತ ಮಂಡಳಿಯ ಸಮಿತಿಗಳು ಸಮಿತಿಯ ಗಾಣಿಗರ ಸಮುದಾಯದ ಅಧ್ಯಕ್ಷರಾದ ಮಾಲೂರಿನ ಶ್ರೀ ರಾಜ್ಯಮಟ್ಟದ ಗಾಣಿಗರ ಪಟ್ಟ ಅಧ್ಯಕ್ಷರಾಗಿದ್ದಾರೆ. ಸಮುದಾಯದ ಅಧಿಕಾರ ಸಂಸ್ಥೆಯಲ್ಲಿ ಒಗ್ಗಟ್ಟು ವ್ಯವಸ್ಥೆಯಾದ ಅಧ್ಯಕ್ಷರು ಗಾಣಿಗರ ಸಮಾಜ ಅಭ್ಯುದಯಕ್ಕೆ ಕಾರ್ಯಕ್ರಮ ವಿವಿಧ ಯೋಜನೆಗಳು ನಡೆಸಲಾಗುತ್ತಿದೆ. ಗಾಣಿಗರ ಅಭಿವೃದ್ಧಿ ಕಾರ್ಯಕ್ರಮ ಹಾಗೂ ಸಮುದಾಯ ಅಭಿವೃದ್ಧಿ ಸಂಘಟನೆ ಯೋಜನೆ ಸಮುದಾಯದ ಅಭಿವೃದ್ಧಿಗೆ ಶ್ರಮಿಸುತ್ತಿದ್ದಾರೆ. ನೂತನ ಅಧ್ಯಕ್ಷರಿಗೆ ಶುಭಾಶಯ ಕೋರಲಾಗಿದೆ ಎಂದು ತಿಳಿಸಿದ್ದಾರೆ. bbox=[26, 84, 122, 186]
article-ganapati bbox=[459, 301, 689, 542]
article-dc-skill-body-2: ಚಿಕ್ಕಬಳ್ಳಾಪುರ ಭಾರತೀಯ ಸಂಸ್ಕೃತಿಯಂತೆ ವಿದ್ಯಾರ್ಥಿಗಳು ಜೀವನದಲ್ಲಿ ಕೌಶಲ್ಯ ಬೆಳೆಸಿಕೊಳ್ಳಬೇಕು ಎಂದು ಜಿಲ್ಲಾಧಿಕಾರಿ ಪಿ.ಎನ್.ರವೀಂದ್ರ ಹೇಳಿದರು. ನಗರದ ಜಿಲ್ಲಾ ಆಡಳಿತ ಭವನದಲ್ಲಿ ಆಯೋಜಿಸಿದ್ದ ಕಾರ್ಯಕ್ರಮದಲ್ಲಿ ಮಾತನಾಡಿದ ಅವರು ಶಿಕ್ಷಣದ ಜೊತೆಗೆ ಜೀವನ ಕೌಶಲ್ಯ ಬಹಳ ಮುಖ್ಯವಾಗಿದೆ. ವಿದ್ಯಾರ್ಥಿಗಳು ತಮ್ಮ ಗುರಿಯನ್ನು ಸಾಧಿಸಲು ನಿರಂತರ ಶ್ರಮ ವಹಿಸಬೇಕು. ಸರ್ಕಾರದ ಯೋಜನೆಗಳ ಸದುಪಯೋಗ ಪಡೆದುಕೊಳ್ಳಬೇಕು ಎಂದು ಸಲಹೆ ನೀಡಿದರು. ಕಾರ್ಯಕ್ರಮದಲ್ಲಿ ವಿವಿಧ ಇಲಾಖೆಯ ಅಧಿಕಾರಿಗಳು, ಶಿಕ್ಷಕರು, ವಿದ್ಯಾರ್ಥಿಗಳು ಹಾಜರಿದ್ದರು. bbox=[877, 208, 1060, 259]
article-hmpv-sub-2: ಹೆಚ್.ಎಂ.ಪಿ.ವಿ ಹರಡುವ ವಿಧಾನ bbox=[366, 153, 444, 162]
tour-advert-row[interactable] bbox=[684, 649, 1244, 672]
article-school bbox=[26, 301, 446, 542]
article-award bbox=[965, 301, 1249, 542]
article-finance-body-4: ಚಿಕ್ಕಬಳ್ಳಾಪುರ ಗ್ರಾಹಕನಿಗೆ ಸೇವಾ ನ್ಯೂನತೆ ಎಸಗಿದ ಫೈನಾನ್ಸ್ ಕಂಪನಿಗೆ ಜಿಲ್ಲಾ ಗ್ರಾಹಕರ ವ್ಯಾಜ್ಯಗಳ ಪರಿಹಾರ ಆಯೋಗ ದಂಡ ವಿಧಿಸಿದೆ. ವಾಹನ ಸಾಲದ ದಾಖಲೆಗಳನ್ನು ನೀಡದೆ ಸತಾಯಿಸಿದ ಪ್ರಕರಣದಲ್ಲಿ ಈ ಆದೇಶ ಹೊರಡಿಸಲಾಗಿದೆ. ಪರಿಹಾರ ಮೊತ್ತ 25,000 ರೂ. ಹಾಗೂ ದಾವೆ ವೆಚ್ಚ 10,000 ರೂ. ಪಾವತಿಸುವಂತೆ ಆದೇಶಿಸಲಾಗಿದೆ. bbox=[388, 572, 503, 610]
article-dc-skill-body-3: ಚಿಕ್ಕಬಳ್ಳಾಪುರ ಭಾರತೀಯ ಸಂಸ್ಕೃತಿಯಂತೆ ವಿದ್ಯಾರ್ಥಿಗಳು ಜೀವನದಲ್ಲಿ ಕೌಶಲ್ಯ ಬೆಳೆಸಿಕೊಳ್ಳಬೇಕು ಎಂದು ಜಿಲ್ಲಾಧಿಕಾರಿ ಪಿ.ಎನ್.ರವೀಂದ್ರ ಹೇಳಿದರು. ನಗರದ ಜಿಲ್ಲಾ ಆಡಳಿತ ಭವನದಲ್ಲಿ ಆಯೋಜಿಸಿದ್ದ ಕಾರ್ಯಕ್ರಮದಲ್ಲಿ ಮಾತನಾಡಿದ ಅವರು ಶಿಕ್ಷಣದ ಜೊತೆಗೆ ಜೀವನ ಕೌಶಲ್ಯ ಬಹಳ ಮುಖ್ಯವಾಗಿದೆ. ವಿದ್ಯಾರ್ಥಿಗಳು ತಮ್ಮ ಗುರಿಯನ್ನು ಸಾಧಿಸಲು ನಿರಂತರ ಶ್ರಮ ವಹಿಸಬೇಕು. ಸರ್ಕಾರದ ಯೋಜನೆಗಳ ಸದುಪಯೋಗ ಪಡೆದುಕೊಳ್ಳಬೇಕು ಎಂದು ಸಲಹೆ ನೀಡಿದರು. ಕಾರ್ಯಕ್ರಮದಲ್ಲಿ ವಿವಿಧ ಇಲಾಖೆಯ ಅಧಿಕಾರಿಗಳು, ಶಿಕ್ಷಕರು, ವಿದ್ಯಾರ್ಥಿಗಳು ಹಾಜರಿದ್ದರು. bbox=[1066, 208, 1249, 259]
row-1 bbox=[26, 58, 1249, 297]
article-murder-body-1: ಚಿಕ್ಕಬಳ್ಳಾಪುರ ಮೂರು ದಿನಗಳ ಹಿಂದೆ ನಡೆದಿದ್ದ ವೆಂಕಟೇಶ್ ಕೊಲೆ ಪ್ರಕರಣದ ಆರೋಪಿಗಳನ್ನು ಪೊಲೀಸರು ಬಂಧಿಸಿದ್ದಾರೆ. ಆರೋಪಿಗಳಿಂದ ಮಾರಕಾಸ್ತ್ರಗಳನ್ನು ವಶಪಡಿಸಿಕೊಳ್ಳಲಾಗಿದೆ. ಹಳೆಯ ದ್ವೇಷದ ಹಿನ್ನೆಲೆಯಲ್ಲಿ ಕೃತ್ಯ ಎಸಗಿರುವುದಾಗಿ ಆರೋಪಿಗಳು ತಪ್ಪೊಪ್ಪಿಕೊಂಡಿದ್ದಾರೆ ಎಂದು ಜಿಲ್ಲಾ ಪೊಲೀಸ್ ವರಿಷ್ಠಾಧಿಕಾರಿ ತಿಳಿಸಿದರು. ತನಿಖೆ ಮುಂದುವರಿದಿದೆ. bbox=[702, 318, 774, 387]
article-scavenger-body-1: ಚಿಕ್ಕಬಳ್ಳಾಪುರ ಉಪವಿಭಾಗ ಮಟ್ಟದ ಮ್ಯಾನುಯಲ್ ಸ್ಕ್ಯಾವೆಂಜರ್ ಸಮಿತಿಗೆ ಸದಸ್ಯರ ಆಯ್ಕೆಗೆ ಅರ್ಜಿ ಆಹ್ವಾನಿಸಲಾಗಿದೆ. ಆಸಕ್ತರು ನಿಗದಿತ ನಮೂನೆಯಲ್ಲಿ ಅರ್ಜಿ ಸಲ್ಲಿಸಬಹುದು. ಹೆಚ್ಚಿನ ಮಾಹಿತಿಗೆ ಉಪವಿಭಾಗಾಧಿಕಾರಿ ಕಚೇರಿಯನ್ನು ಸಂಪರ್ಕಿಸುವಂತೆ ತಿಳಿಸಲಾಗಿದೆ. bbox=[127, 791, 198, 845]
masthead bbox=[26, 22, 1249, 52]
article-dc-skill-body-1: ಚಿಕ್ಕಬಳ್ಳಾಪುರ ಭಾರತೀಯ ಸಂಸ್ಕೃತಿಯಂತೆ ವಿದ್ಯಾರ್ಥಿಗಳು ಜೀವನದಲ್ಲಿ ಕೌಶಲ್ಯ ಬೆಳೆಸಿಕೊಳ್ಳಬೇಕು ಎಂದು ಜಿಲ್ಲಾಧಿಕಾರಿ ಪಿ.ಎನ್.ರವೀಂದ್ರ ಹೇಳಿದರು. ನಗರದ ಜಿಲ್ಲಾ ಆಡಳಿತ ಭವನದಲ್ಲಿ ಆಯೋಜಿಸಿದ್ದ ಕಾರ್ಯಕ್ರಮದಲ್ಲಿ ಮಾತನಾಡಿದ ಅವರು ಶಿಕ್ಷಣದ ಜೊತೆಗೆ ಜೀವನ ಕೌಶಲ್ಯ ಬಹಳ ಮುಖ್ಯವಾಗಿದೆ. ವಿದ್ಯಾರ್ಥಿಗಳು ತಮ್ಮ ಗುರಿಯನ್ನು ಸಾಧಿಸಲು ನಿರಂತರ ಶ್ರಮ ವಹಿಸಬೇಕು. ಸರ್ಕಾರದ ಯೋಜನೆಗಳ ಸದುಪಯೋಗ ಪಡೆದುಕೊಳ್ಳಬೇಕು ಎಂದು ಸಲಹೆ ನೀಡಿದರು. ಕಾರ್ಯಕ್ರಮದಲ್ಲಿ ವಿವಿಧ ಇಲಾಖೆಯ ಅಧಿಕಾರಿಗಳು, ಶಿಕ್ಷಕರು, ವಿದ್ಯಾರ್ಥಿಗಳು ಹಾಜರಿದ್ದರು. bbox=[688, 208, 871, 259]
article-theft-title: ಎಂ.ಜಿ.ರಸ್ತೆಯಲ್ಲಿ ಅಂಗಡಿಗಳ ಸರಣಿ ಕಳ್ಳತನ bbox=[28, 620, 112, 642]
article-assault-body-cont: ಬಂಗಾರಪೇಟೆ ಪುರಸಭೆ ವಿಷಯಕ್ಕೆ ಸಂಬಂಧಿಸಿದಂತೆ ಗಲಾಟೆಯಲ್ಲಿ ನೌಕರನ ಮೇಲೆ ಹಲ್ಲೆ ನಡೆದ ಘಟನೆ ನಡೆದಿದೆ. ಗಾಯಗೊಂಡ ನೌಕರನನ್ನು ಆಸ್ಪತ್ರೆಗೆ ದಾಖಲಿಸಲಾಗಿದೆ. ಪೊಲೀಸರು ಪ್ರಕರಣ ದಾಖಲಿಸಿಕೊಂಡು ತನಿಖೆ ನಡೆಸುತ್ತಿದ್ದಾರೆ. bbox=[440, 620, 666, 635]
article-quake-body-3: ನೇಪಾಳ ರಾಜಧಾನಿ ಕಠ್ಮಂಡು ಸಮೀಪ ಪ್ರಬಲ ಭೂಕಂಪ ಸಂಭವಿಸಿದ್ದು ಹಲವು ಕಟ್ಟಡಗಳು ಕುಸಿದಿವೆ. ಸಾವು ನೋವಿನ ಸಂಖ್ಯೆ ತಿಳಿದುಬಂದಿಲ್ಲ. ರಕ್ಷಣಾ ಕಾರ್ಯಾಚರಣೆ ಆರಂಭವಾಗಿದೆ. bbox=[872, 503, 952, 541]
footer-imprint: ಸಂಪಾದಕ: ಸುಹಾಸ್ ಪ್ರಭುದ್ದರಾವ್, ಪ್ರಕಾಶಕ, ಮುದ್ರಕ: ಕೆ.ಎಸ್. ಶ್ರೀವಾಸ ಪ್ರಭುದ್ದರಾವ್, ಸುಮನ ಆಫ್‌ಸೆಟ್, 2ನೇ ರಸ್ತೆ, ಗೌರಿಪೇಟೆ, ಕೋಲಾರ–563101 Ph: 08152-222325 bbox=[333, 1628, 810, 1637]
tour-details: ವಿಮಾನ ಮತ್ತು 2+2 A/c ಬಸ್ಸಿನಲ್ಲಿ ಇರುವರೆ 10ಕ್ಕೂ ಹೆಚ್ಚು ಸ್ಥಳಗಳು ಸಿಂಗಾಪುರ್ ಮಲೇಷಿಯಾ ಮತ್ತು ಇತರೆ ಪ್ರವಾಸಗಳು bbox=[854, 662, 1074, 669]
article-hmpv-sub-6: ಏನು ಮಾಡಬಾರದು bbox=[564, 162, 610, 171]
article-assault bbox=[516, 551, 666, 611]
article-hmpv-sub-1: ಹೆಚ್.ಎಂ.ಪಿ.ವಿಯ ಲಕ್ಷಣಗಳು bbox=[370, 83, 440, 92]
tour-advert[interactable] bbox=[679, 564, 1249, 677]
travel-phone-kolar[interactable]: ಕೋಲಾರ : ಮೊಬೈ - 9449652555, 9900124333 bbox=[900, 731, 1028, 738]
article-award-body: ಕೋಲಾರ ಜಿಲ್ಲೆಯ ದೊಮ್ಮಸಂದ್ರದ ಶಿಕ್ಷಕ ನರಸಿಂಹಮೂರ್ತಿ ಅವರಿಗೆ ಕರ್ನಾಟಕ ಶಿಕ್ಷಣ ರತ್ನ ಪ್ರಶಸ್ತಿ ಲಭಿಸಿದೆ. ಬೆಂಗಳೂರಿನಲ್ಲಿ ನಡೆದ ಸಮಾರಂಭದಲ್ಲಿ ಪ್ರಶಸ್ತಿ ಪ್ರದಾನ ಮಾಡಲಾಯಿತು. ಮೂವತ್ತು ವರ್ಷಗಳ ಸೇವೆ ಸಲ್ಲಿಸಿರುವ ಅವರು ಶೈಕ್ಷಣಿಕ ಕ್ಷೇತ್ರಕ್ಕೆ ನೀಡಿದ ಕೊಡುಗೆ ಗುರುತಿಸಿ ಪ್ರಶಸ್ತಿ ನೀಡಲಾಗಿದೆ ಎಂದು ಸಂಘಟಕರು ತಿಳಿಸಿದರು. bbox=[965, 444, 1249, 460]
article-ganapati-body-2: ಕೋಲಾರ ಬ್ರಾಹ್ಮಣ ಸಮಾಜದ ಆಶ್ರಯದಲ್ಲಿ ಮಹಾಗಣಪತಿ ಹವನ ಮತ್ತು ವಿವಾಹ ವಿಚಾರ ಸಂಕಿರಣ ಏರ್ಪಡಿಸಲಾಗಿತ್ತು. ವಿವಾಹ ವಿಳಂಬವಾಗುತ್ತಿರುವ ಕಾರಣಗಳ ಕುರಿತು ವಿಚಾರ ಮಂಡನೆ ಮಾಡಲಾಯಿತು. ವಧು-ವರರ ಮಾಹಿತಿ ಕೇಂದ್ರ ಆರಂಭಿಸುವ ಬಗ್ಗೆ ಚರ್ಚಿಸಲಾಯಿತು. ಸಮಾಜದ ಮುಖಂಡರು ಭಾಗವಹಿಸಿ ಅಭಿಪ್ರಾಯ ಹಂಚಿಕೊಂಡರು. bbox=[537, 331, 611, 393]
article-finance bbox=[26, 551, 503, 611]
article-murder-photo bbox=[779, 318, 952, 412]
article-madivala-body-1: ಕೋಲಾರ ಮಡಿವಾಳ ಮಾಚಿದೇವರ ಜಯಂತಿ ಆಚರಣೆ ಕುರಿತು ಜನವರಿ 11 ರಂದು ಸಮಾಜದ ಮುಖಂಡರ ಸಭೆ ಕರೆಯಲಾಗಿದೆ. ಎಲ್ಲಾ ಮುಖಂಡರು ಹಾಗೂ ಸಮಾಜ ಬಾಂಧವರು ಭಾಗವಹಿಸಬೇಕು ಎಂದು ಸಂಘಟಕರು ಮನವಿ ಮಾಡಿದ್ದಾರೆ. bbox=[440, 785, 550, 815]
paper-subtitle: Kannada Daily, Kolar RNI 27430/75 Reg.No.KA/SK/KLR-388/2024-26 bbox=[238, 29, 602, 44]
article-quake-title: ನೇಪಾಳದಲ್ಲಿ ಪ್ರಬಲ ಭೂಕಂಪ bbox=[775, 486, 879, 500]
row-3-left bbox=[26, 551, 666, 846]
travel-agency-block[interactable] bbox=[679, 681, 1249, 754]
tour-date: 12-5-2025ರಂದು 7 ದಿನಗಳ ಪ್ರವಾಸ bbox=[911, 651, 1017, 661]
article-hmpv-body-2: ಚಿಕ್ಕಬಳ್ಳಾಪುರ ಚೀನಾದಲ್ಲಿ ಹ್ಯೂಮನ್ ಮೆಟಾನ್ಯೂಮೋವೈರಸ್ (ಹೆಚ್.ಎಂ.ಪಿ.ವಿ) ವೈರಸ್ ಕಾಣಿಸಿಕೊಂಡಿದ್ದು, ಸಾರ್ವಜನಿಕರು ಭಯ ಪಡುವ ಅಗತ್ಯವಿಲ್ಲ ಆದರೆ ಮುನ್ನೆಚ್ಚರಿಕೆ ವಹಿಸಬೇಕು ಎಂದು ಜಿಲ್ಲಾ ಆರೋಗ್ಯ ಮತ್ತು ಕುಟುಂಬ ಕಲ್ಯಾಣಾಧಿಕಾರಿ ತಿಳಿಸಿದ್ದಾರೆ. ಈ ವೈರಸ್ ಸಾಮಾನ್ಯ ಶೀತ ಜ್ವರದ ಲಕ್ಷಣಗಳನ್ನು ಹೊಂದಿದ್ದು ಮಕ್ಕಳು ಹಾಗೂ ವೃದ್ಧರಲ್ಲಿ ಹೆಚ್ಚಿನ ಕಾಳಜಿ ಅಗತ್ಯ. ಸ್ವಚ್ಛತೆ ಕಾಪಾಡಿಕೊಳ್ಳುವುದು, ಕೈಗಳನ್ನು ಆಗಾಗ ತೊಳೆಯುವುದು, ಮಾಸ್ಕ್ ಧರಿಸುವುದು ಅತ್ಯಗತ್ಯ. ಜನದಟ್ಟಣೆ ಪ್ರದೇಶಗಳಲ್ಲಿ ಓಡಾಡುವುದನ್ನು ಕಡಿಮೆ ಮಾಡಬೇಕು. ಸೋಂಕಿತ ವ್ಯಕ್ತಿಗಳಿಂದ ಅಂತರ ಕಾಯ್ದುಕೊಳ್ಳಬೇಕು. ಆರೋಗ್ಯ ಇಲಾಖೆ ಎಲ್ಲಾ ಅಗತ್ಯ ಸಿದ್ಧತೆಗಳನ್ನು ಮಾಡಿಕೊಂಡಿದೆ ಎಂದು ಮಾಹಿತಿ ನೀಡಿದರು. bbox=[317, 93, 493, 152]
article-madivala-photo bbox=[440, 662, 666, 772]
article-scavenger-body-2: ಚಿಕ್ಕಬಳ್ಳಾಪುರ ಉಪವಿಭಾಗ ಮಟ್ಟದ ಮ್ಯಾನುಯಲ್ ಸ್ಕ್ಯಾವೆಂಜರ್ ಸಮಿತಿಗೆ ಸದಸ್ಯರ ಆಯ್ಕೆಗೆ ಅರ್ಜಿ ಆಹ್ವಾನಿಸಲಾಗಿದೆ. ಆಸಕ್ತರು ನಿಗದಿತ ನಮೂನೆಯಲ್ಲಿ ಅರ್ಜಿ ಸಲ್ಲಿಸಬಹುದು. ಹೆಚ್ಚಿನ ಮಾಹಿತಿಗೆ ಉಪವಿಭಾಗಾಧಿಕಾರಿ ಕಚೇರಿಯನ್ನು ಸಂಪರ್ಕಿಸುವಂತೆ ತಿಳಿಸಲಾಗಿದೆ. bbox=[203, 791, 274, 845]
